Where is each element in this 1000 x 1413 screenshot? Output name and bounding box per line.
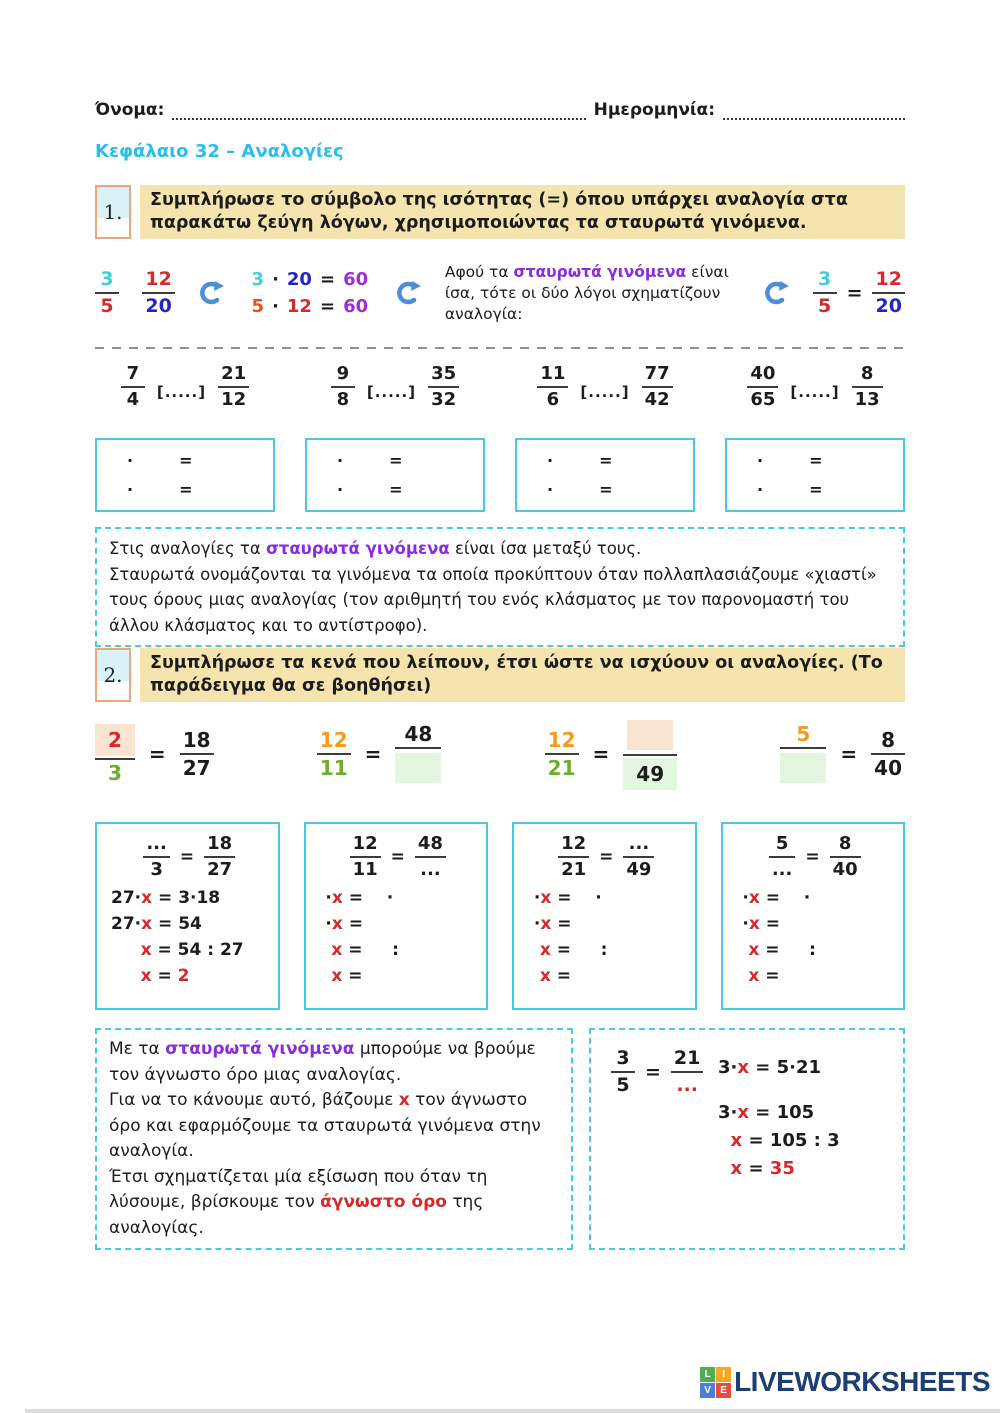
equals-sign: = [592, 742, 610, 766]
equals-sign: = [148, 741, 166, 766]
answer-blank[interactable] [627, 720, 673, 750]
cross-product-line: 5 · 12 = 60 [251, 296, 369, 318]
cycle-arrow-icon [763, 280, 789, 306]
solution-line: x = [748, 966, 786, 987]
proportion: 5 = $\frac{8}{40}$ [780, 723, 905, 785]
worked-example-steps [718, 1042, 891, 1179]
example1-cross-products [248, 269, 373, 317]
worked-example-proportion: $\frac{3}{5}$ = $\frac{21}{...}$ [611, 1048, 703, 1097]
solution-line: 3·x = 5·21 [718, 1057, 822, 1078]
equality-gap[interactable]: [.....] [790, 383, 840, 402]
solution-line: 27·x = 54 [111, 914, 202, 935]
result-fraction-right: $\frac{12}{20}$ [872, 269, 904, 318]
work-box[interactable]: · = · = [515, 438, 695, 512]
chapter-title: Κεφάλαιο 32 – Αναλογίες [95, 141, 344, 162]
solution-line: x = 54 : 27 [140, 940, 244, 961]
work-box[interactable]: · = · = [725, 438, 905, 512]
work-box[interactable]: · = · = [305, 438, 485, 512]
fraction-pair: $\frac{40}{65}$ [.....] $\frac{8}{13}$ [725, 364, 905, 410]
info-line: Με τα σταυρωτά γινόμενα μπορούμε να βρούμε τον άγνωστο όρο μιας αναλογίας. [109, 1039, 536, 1085]
section1-number: 1. [95, 185, 131, 239]
cross-product-line: 3 · 20 = 60 [251, 269, 369, 291]
solution-line: 27·x = 3·18 [111, 888, 221, 909]
highlight-cross-products: σταυρωτά γινόμενα [165, 1039, 355, 1059]
cycle-arrow-icon [198, 280, 224, 306]
equals-sign: = [846, 282, 863, 305]
section1-instruction: Συμπλήρωσε το σύμβολο της ισότητας (=) όπου υπάρχει αναλογία στα παρακάτω ζεύγη λόγων, χρησιμοποιώντας τα σταυρωτά γινόμενα. [140, 185, 905, 239]
equality-gap[interactable]: [.....] [580, 383, 630, 402]
solution-line: x = [539, 966, 577, 987]
fraction-pair: $\frac{7}{4}$ [.....] $\frac{21}{12}$ [95, 364, 275, 410]
example1-row [95, 262, 905, 325]
cycle-arrow-icon [395, 280, 421, 306]
info-line: Σταυρωτά ονομάζονται τα γινόμενα τα οποία προκύπτουν όταν πολλαπλασιάζουμε «χιαστί» τους όρους μιας αναλογίας (τον αριθμητή του ενός κλάσματος με τον παρονομαστή του άλλου κλάσματος και το αντίστροφο). [109, 564, 877, 635]
info-line: Έτσι σχηματίζεται μία εξίσωση που όταν τη λύσουμε, βρίσκουμε τον άγνωστο όρο της αναλογίας. [109, 1166, 488, 1238]
example1-result [813, 269, 905, 318]
exercise2-solution-boxes [95, 822, 905, 1010]
equals-sign: = [364, 741, 382, 766]
answer-blank[interactable] [780, 753, 826, 783]
solution-line: ·x = · [319, 888, 394, 909]
given-term: 49 [623, 758, 677, 790]
work-box[interactable]: · = · = [95, 438, 275, 512]
section1-header [95, 185, 905, 239]
example1-fraction-left: $\frac{3}{5}$ [95, 269, 119, 318]
fraction-pair: $\frac{9}{8}$ [.....] $\frac{35}{32}$ [305, 364, 485, 410]
liveworksheets-logo-icon: L I V E [700, 1367, 731, 1398]
info-box-cross-products [95, 527, 905, 647]
liveworksheets-logo [700, 1366, 990, 1398]
info-box-unknown-term [95, 1028, 573, 1250]
solution-line: x = 2 [140, 966, 190, 987]
solution-box-example: $\frac{...}{3}$ = $\frac{18}{27}$ 27·x = 3·18 27·x = 54 x = 54 : 27 x = 2 [95, 822, 280, 1010]
date-label: Ημερομηνία: [593, 100, 715, 120]
equality-gap[interactable]: [.....] [366, 383, 417, 402]
highlight-unknown-term: άγνωστο όρο [320, 1192, 447, 1212]
exercise1-pairs [95, 364, 905, 410]
given-term: 2 [95, 724, 135, 756]
proportion: $\frac{12}{21}$ = 49 [545, 718, 677, 790]
example1-note: Αφού τα σταυρωτά γινόμενα είναι ίσα, τότε οι δύο λόγοι σχηματίζουν αναλογία: [444, 263, 729, 323]
exercise1-work-boxes [95, 438, 905, 512]
exercise2-proportions [95, 718, 905, 790]
info-line: Στις αναλογίες τα σταυρωτά γινόμενα είναι ίσα μεταξύ τους. [109, 539, 642, 558]
date-input-line[interactable] [723, 98, 905, 120]
equals-sign: = [840, 741, 858, 766]
equality-gap[interactable]: [.....] [156, 383, 207, 402]
bottom-row [95, 1028, 905, 1250]
example1-fraction-right: $\frac{12}{20}$ [142, 269, 174, 318]
solution-line: 3·x = 105 [718, 1102, 815, 1123]
name-input-line[interactable] [172, 98, 585, 120]
info-line: Για να το κάνουμε αυτό, βάζουμε x τον άγνωστο όρο και εφαρμόζουμε τα σταυρωτά γινόμενα στην αναλογία. [109, 1090, 541, 1161]
solution-line: ·x = · [736, 888, 811, 909]
answer-blank[interactable] [395, 753, 441, 783]
worked-example-box [589, 1028, 905, 1250]
solution-line: x = 105 : 3 [730, 1130, 840, 1151]
highlight-cross-products: σταυρωτά γινόμενα [513, 263, 687, 281]
name-label: Όνομα: [95, 100, 165, 120]
solution-line: ·x = [528, 914, 578, 935]
solution-box[interactable]: $\frac{12}{21}$ = $\frac{...}{49}$ ·x = · ·x = x = : x = [512, 822, 697, 1010]
liveworksheets-logo-text: LIVEWORKSHEETS [734, 1366, 990, 1397]
solution-box[interactable]: $\frac{12}{11}$ = $\frac{48}{...}$ ·x = · ·x = x = : x = [304, 822, 489, 1010]
result-fraction-left: $\frac{3}{5}$ [813, 269, 837, 318]
solution-line: x = : [748, 940, 816, 961]
equals-sign: = [645, 1061, 661, 1084]
x-symbol: x [398, 1090, 410, 1110]
highlight-cross-products: σταυρωτά γινόμενα [265, 539, 450, 558]
solution-line: x = : [331, 940, 399, 961]
proportion: $\frac{2}{3}$ = $\frac{18}{27}$ [95, 724, 214, 784]
page-bottom-shadow [25, 1409, 1000, 1413]
solution-box[interactable]: $\frac{5}{...}$ = $\frac{8}{40}$ ·x = · ·x = x = : x = [721, 822, 906, 1010]
solution-line: ·x = [319, 914, 369, 935]
solution-line: ·x = [736, 914, 786, 935]
section2-header [95, 648, 905, 702]
fraction-pair: $\frac{11}{6}$ [.....] $\frac{77}{42}$ [515, 364, 695, 410]
section2-instruction: Συμπλήρωσε τα κενά που λείπουν, έτσι ώστε να ισχύουν οι αναλογίες. (Το παράδειγμα θα σε βοηθήσει) [140, 648, 905, 702]
solution-line: x = 35 [730, 1158, 795, 1179]
solution-line: x = : [539, 940, 608, 961]
solution-line: x = [331, 966, 369, 987]
name-date-row [95, 98, 905, 120]
dashed-separator [95, 347, 905, 349]
section2-number: 2. [95, 648, 131, 702]
solution-line: ·x = · [528, 888, 602, 909]
proportion: $\frac{12}{11}$ = 48 [317, 723, 442, 785]
